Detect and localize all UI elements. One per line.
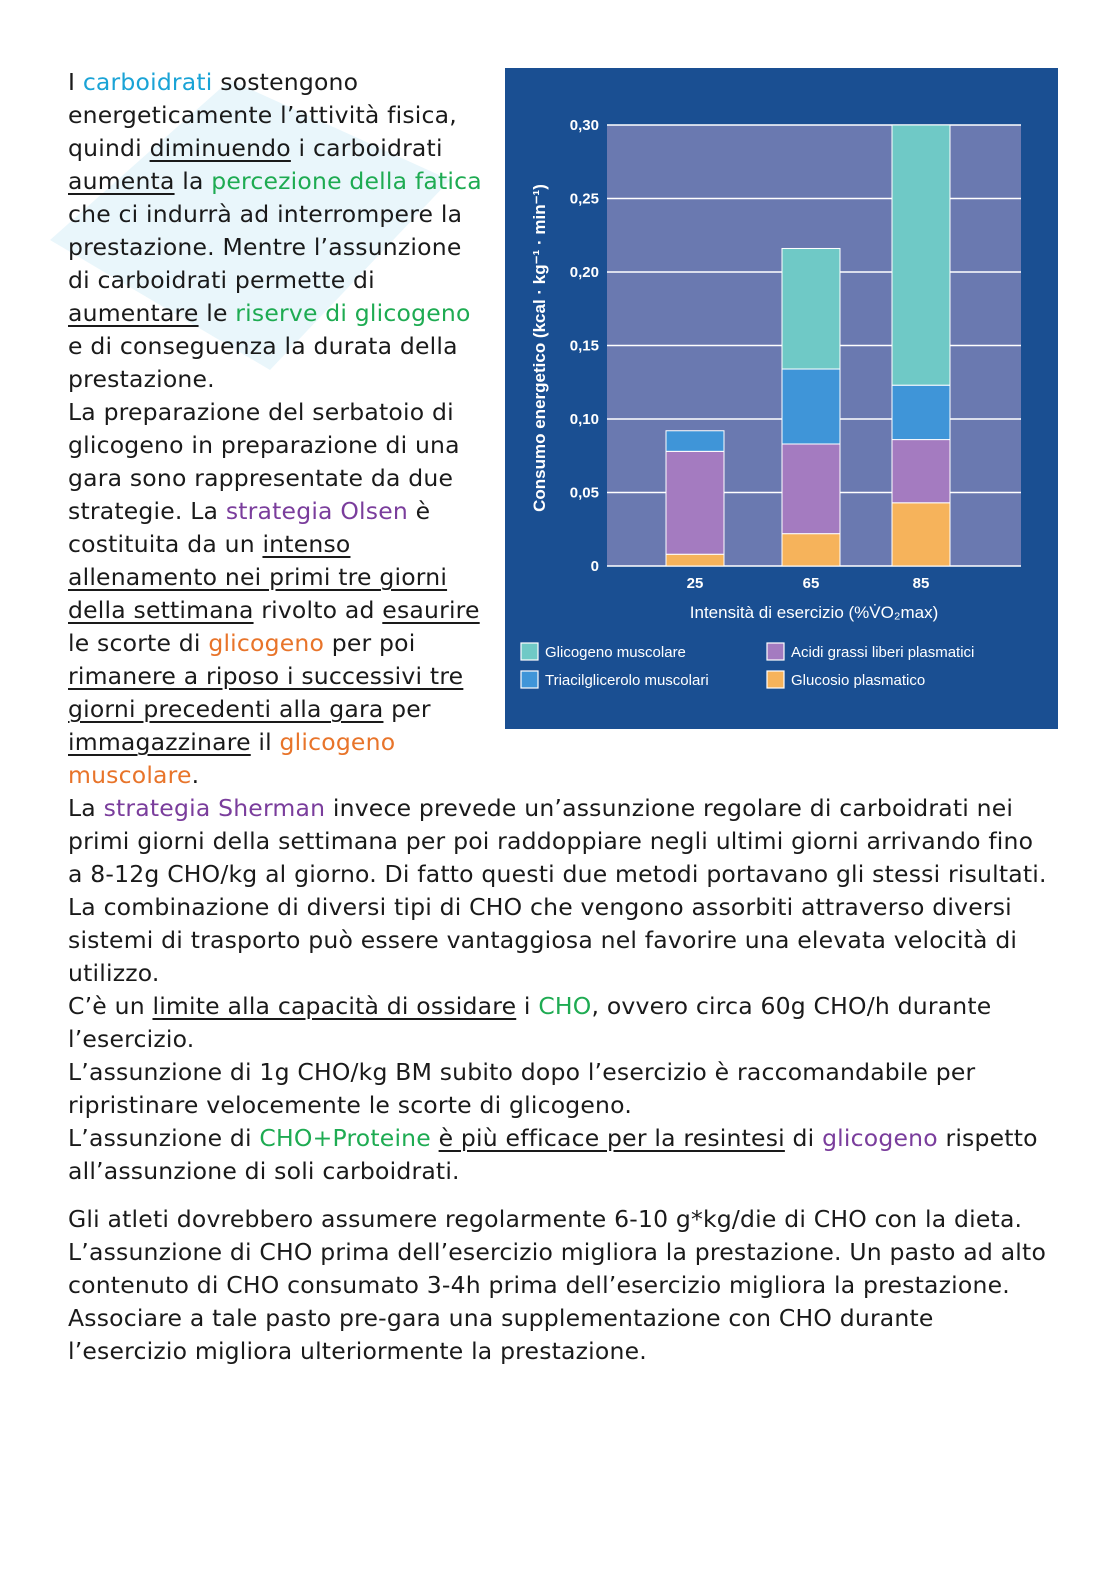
term-strategia-olsen: strategia Olsen bbox=[225, 497, 408, 525]
term-cho-proteine: CHO+Proteine bbox=[259, 1124, 431, 1152]
paragraph-limite: C’è un limite alla capacità di ossidare i CHO, ovvero circa 60g CHO/h durante l’esercizio. bbox=[68, 992, 992, 1053]
underline-intenso-allenamento: intenso allenamento nei primi tre giorni della settimana bbox=[68, 530, 448, 624]
x-tick-label: 25 bbox=[686, 575, 704, 592]
underline-aumenta: aumenta bbox=[68, 167, 175, 195]
underline-aumentare: aumentare bbox=[68, 299, 199, 327]
bar-segment bbox=[892, 440, 950, 503]
term-glicogeno: glicogeno bbox=[208, 629, 325, 657]
bar-segment bbox=[666, 554, 724, 566]
y-tick-label: 0,25 bbox=[569, 190, 599, 208]
legend-label: Acidi grassi liberi plasmatici bbox=[791, 644, 975, 661]
underline-esaurire: esaurire bbox=[382, 596, 480, 624]
term-riserve-glicogeno: riserve di glicogeno bbox=[235, 299, 471, 327]
legend-label: Glicogeno muscolare bbox=[545, 644, 686, 661]
legend-swatch bbox=[767, 643, 784, 660]
underline-efficace: è più efficace per la resintesi bbox=[438, 1124, 785, 1152]
underline-immagazzinare: immagazzinare bbox=[68, 728, 251, 756]
bar-segment bbox=[782, 248, 840, 369]
bar-segment bbox=[782, 444, 840, 534]
bar-segment bbox=[892, 125, 950, 385]
bar-segment bbox=[666, 431, 724, 452]
paragraph-assunzione-1g: L’assunzione di 1g CHO/kg BM subito dopo l’esercizio è raccomandabile per ripristinare velocemente le scorte di glicogeno. bbox=[68, 1058, 976, 1119]
y-tick-label: 0,05 bbox=[569, 484, 599, 502]
bar-segment bbox=[892, 503, 950, 566]
y-tick-label: 0,10 bbox=[569, 411, 599, 428]
paragraph-strategie: La preparazione del serbatoio di glicogeno in preparazione di una gara sono rappresentate da due strategie. La strategia Olsen è costituita da un intenso allenamento nei primi tre giorni della settimana rivolto ad esaurire le scorte di glicogeno per poi rimanere a riposo i successivi tre giorni precedenti alla gara per immagazzinare il glicogeno muscolare. bbox=[68, 398, 480, 789]
term-cho: CHO bbox=[538, 992, 592, 1020]
y-tick-label: 0,20 bbox=[569, 264, 599, 281]
energy-chart bbox=[505, 68, 1058, 729]
term-strategia-sherman: strategia Sherman bbox=[103, 794, 326, 822]
x-axis-label: Intensità di esercizio (%V̇O₂max) bbox=[689, 603, 939, 622]
bar-segment bbox=[782, 534, 840, 566]
document-page bbox=[68, 66, 1048, 1368]
legend-swatch bbox=[767, 671, 784, 688]
paragraph-carboidrati: I carboidrati sostengono energeticamente l’attività fisica, quindi diminuendo i carboidrati aumenta la percezione della fatica che ci indurrà ad interrompere la prestazione. Mentre l’assunzione di carboidrati permette di aumentare le riserve di glicogeno e di conseguenza la durata della prestazione. bbox=[68, 68, 482, 393]
bar-segment bbox=[892, 385, 950, 439]
paragraph-proteine: L’assunzione di CHO+Proteine è più efficace per la resintesi di glicogeno rispetto all’assunzione di soli carboidrati. bbox=[68, 1124, 1038, 1185]
legend-label: Glucosio plasmatico bbox=[791, 672, 926, 689]
y-tick-label: 0 bbox=[590, 558, 599, 575]
term-carboidrati: carboidrati bbox=[82, 68, 213, 96]
term-glicogeno-muscolare: glicogeno muscolare bbox=[68, 728, 396, 789]
x-tick-label: 65 bbox=[802, 575, 820, 592]
bar-segment bbox=[666, 451, 724, 554]
paragraph-atleti: Gli atleti dovrebbero assumere regolarmente 6-10 g*kg/die di CHO con la dieta. L’assunzione di CHO prima dell’esercizio migliora la prestazione. Un pasto ad alto contenuto di CHO consumato 3-4h prima dell’esercizio migliora la prestazione. Associare a tale pasto pre-gara una supplementazione con CHO durante l’esercizio migliora ulteriormente la prestazione. bbox=[68, 1205, 1047, 1365]
underline-riposo: rimanere a riposo i successivi tre giorni precedenti alla gara bbox=[68, 662, 464, 723]
paragraph-combinazione: La combinazione di diversi tipi di CHO che vengono assorbiti attraverso diversi sistemi di trasporto può essere vantaggiosa nel favorire una elevata velocità di utilizzo. bbox=[68, 893, 1018, 987]
y-tick-label: 0,30 bbox=[569, 117, 599, 134]
term-percezione-fatica: percezione della fatica bbox=[211, 167, 482, 195]
x-tick-label: 85 bbox=[912, 575, 930, 592]
underline-diminuendo: diminuendo bbox=[149, 134, 291, 162]
legend-label: Triacilglicerolo muscolari bbox=[545, 672, 709, 689]
bar-segment bbox=[782, 369, 840, 444]
chart-svg bbox=[505, 68, 1058, 729]
paragraph-sherman: La strategia Sherman invece prevede un’assunzione regolare di carboidrati nei primi giorni della settimana per poi raddoppiare negli ultimi giorni arrivando fino a 8-12g CHO/kg al giorno. Di fatto questi due metodi portavano gli stessi risultati. bbox=[68, 794, 1047, 888]
term-glicogeno-resintesi: glicogeno bbox=[822, 1124, 938, 1152]
legend-swatch bbox=[521, 643, 538, 660]
underline-limite-ossidare: limite alla capacità di ossidare bbox=[152, 992, 517, 1020]
y-axis-label: Consumo energetico (kcal · kg⁻¹ · min⁻¹) bbox=[530, 184, 549, 512]
y-tick-label: 0,15 bbox=[569, 337, 599, 355]
legend-swatch bbox=[521, 671, 538, 688]
